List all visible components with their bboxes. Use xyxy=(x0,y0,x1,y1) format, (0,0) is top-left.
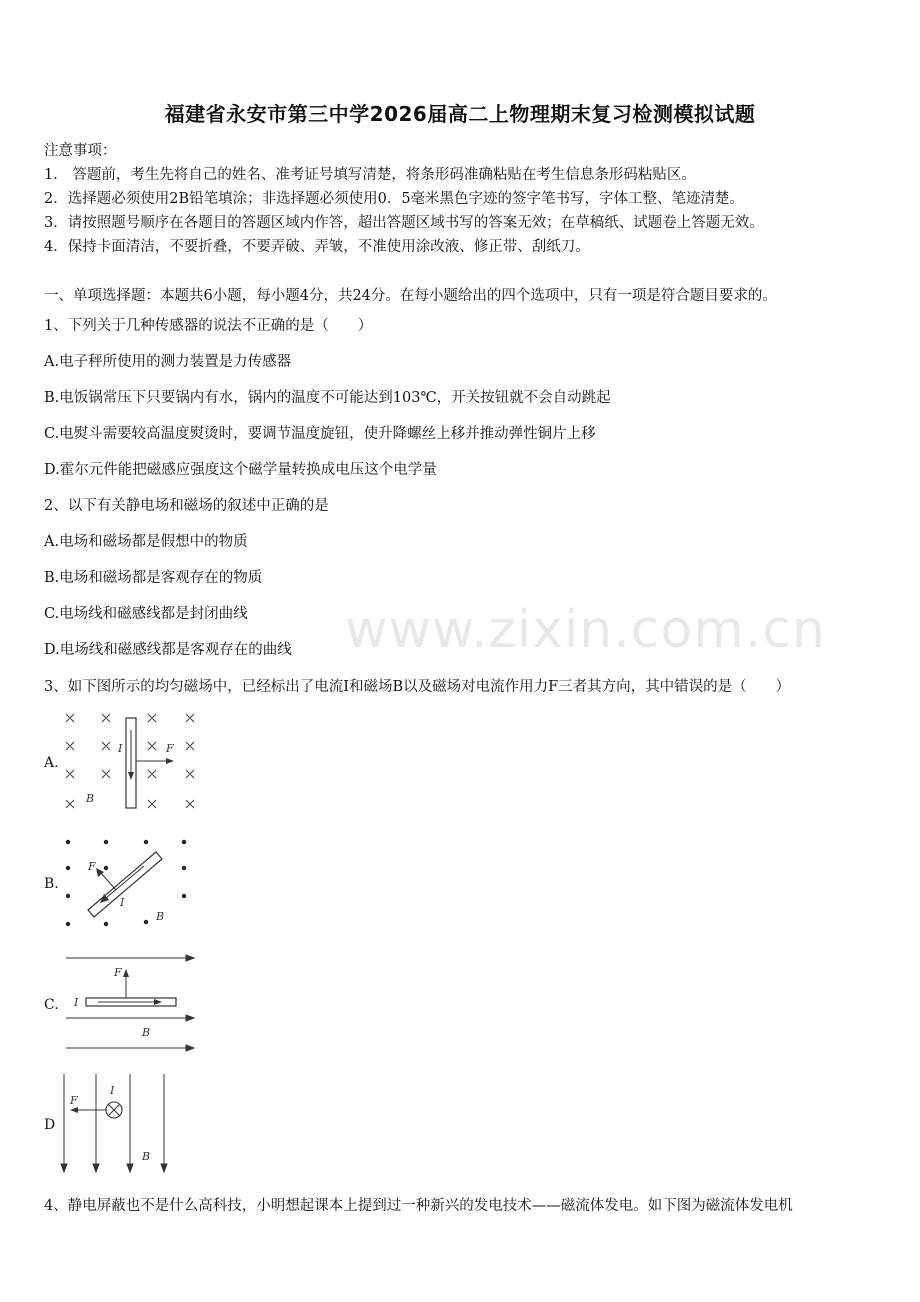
conductor-rod-diagonal xyxy=(88,852,162,917)
note-item-1: 1． 答题前，考生先将自己的姓名、准考证号填写清楚，将条形码准确粘贴在考生信息条形码粘贴区。 xyxy=(44,167,696,183)
current-symbol: I xyxy=(110,1084,115,1097)
q3-option-d-label: D xyxy=(44,1117,56,1133)
q3-option-b-label: B. xyxy=(44,876,59,892)
force-symbol: F xyxy=(114,966,122,979)
current-symbol: I xyxy=(118,742,123,755)
field-symbol: B xyxy=(156,910,165,923)
q2-option-a: A.电场和磁场都是假想中的物质 xyxy=(44,534,248,550)
force-symbol: F xyxy=(70,1094,78,1107)
field-lines-horizontal xyxy=(66,955,194,1051)
current-symbol: I xyxy=(120,896,125,909)
q2-option-d: D.电场线和磁感线都是客观存在的曲线 xyxy=(44,642,292,658)
current-into-page-symbol xyxy=(106,1102,122,1118)
field-out-of-page-dots xyxy=(66,840,186,926)
q3-figure-b xyxy=(58,832,208,932)
q1-option-d: D.霍尔元件能把磁感应强度这个磁学量转换成电压这个电学量 xyxy=(44,462,437,478)
field-symbol: B xyxy=(142,1026,151,1039)
q3-stem: 3、如下图所示的均匀磁场中，已经标出了电流I和磁场B以及磁场对电流作用力F三者其方向，其中错误的是（ ） xyxy=(44,679,791,695)
q3-figure-d xyxy=(58,1072,208,1178)
note-item-3: 3．请按照题号顺序在各题目的答题区域内作答，超出答题区域书写的答案无效；在草稿纸、试题卷上答题无效。 xyxy=(44,215,764,231)
q1-option-c: C.电熨斗需要较高温度熨烫时，要调节温度旋钮，使升降螺丝上移并推动弹性铜片上移 xyxy=(44,426,596,442)
note-item-2: 2．选择题必须使用2B铅笔填涂；非选择题必须使用0．5毫米黑色字迹的签字笔书写，字体工整、笔迹清楚。 xyxy=(44,191,745,207)
field-symbol: B xyxy=(142,1150,151,1163)
force-symbol: F xyxy=(166,742,174,755)
watermark: www.zixin.com.cn xyxy=(345,600,826,660)
q3-figure-a xyxy=(58,708,208,818)
note-item-4: 4．保持卡面清洁，不要折叠，不要弄破、弄皱，不准使用涂改液、修正带、刮纸刀。 xyxy=(44,239,590,255)
q3-figure-c xyxy=(58,948,208,1058)
field-symbol: B xyxy=(86,792,95,805)
q1-option-b: B.电饭锅常压下只要锅内有水，锅内的温度不可能达到103℃，开关按钮就不会自动跳起 xyxy=(44,390,611,406)
current-symbol: I xyxy=(74,996,79,1009)
page-title: 福建省永安市第三中学2026届高二上物理期末复习检测模拟试题 xyxy=(164,102,756,126)
q1-stem: 1、下列关于几种传感器的说法不正确的是（ ） xyxy=(44,318,373,334)
notes-heading: 注意事项： xyxy=(44,143,117,159)
q1-option-a: A.电子秤所使用的测力装置是力传感器 xyxy=(44,354,292,370)
force-symbol: F xyxy=(88,860,96,873)
q3-option-c-label: C. xyxy=(44,997,59,1013)
q3-option-a-label: A. xyxy=(44,755,59,771)
section-heading: 一、单项选择题：本题共6小题，每小题4分，共24分。在每小题给出的四个选项中，只有一项是符合题目要求的。 xyxy=(44,288,777,304)
q2-stem: 2、以下有关静电场和磁场的叙述中正确的是 xyxy=(44,498,329,514)
q2-option-c: C.电场线和磁感线都是封闭曲线 xyxy=(44,606,248,622)
q2-option-b: B.电场和磁场都是客观存在的物质 xyxy=(44,570,263,586)
q4-stem: 4、静电屏蔽也不是什么高科技，小明想起课本上提到过一种新兴的发电技术——磁流体发电。如下图为磁流体发电机 xyxy=(44,1198,793,1214)
